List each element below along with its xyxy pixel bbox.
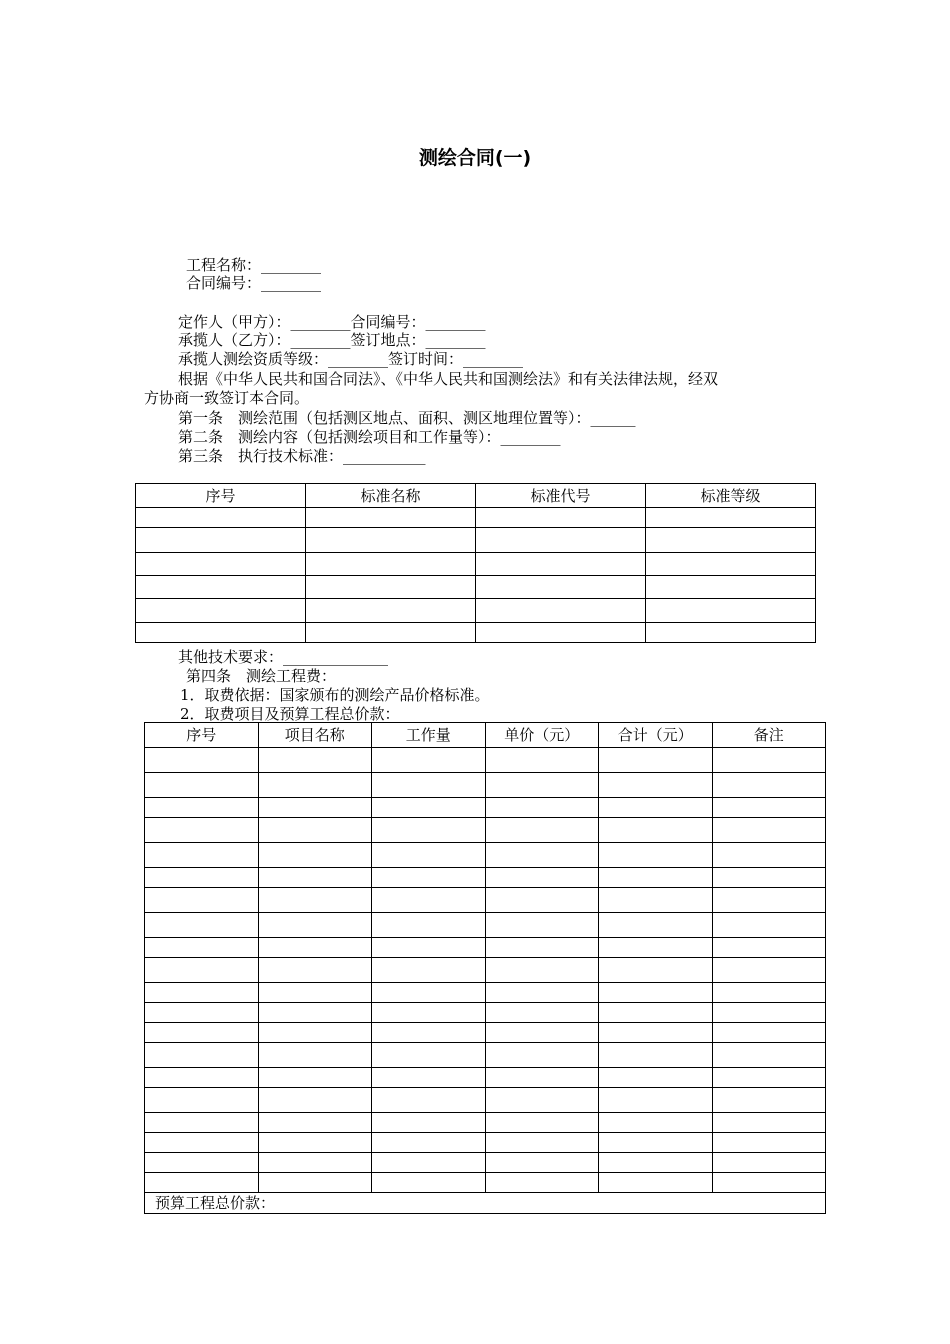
table-cell[interactable] <box>145 1133 259 1153</box>
table-row <box>145 868 826 888</box>
table-cell[interactable] <box>485 843 599 868</box>
table-cell[interactable] <box>599 1043 713 1068</box>
document-title: 测绘合同(一) <box>418 147 532 169</box>
col-header-index: 序号 <box>145 723 259 748</box>
table-cell[interactable] <box>145 1003 259 1023</box>
article-4-title: 第四条 测绘工程费： <box>186 667 337 685</box>
table-cell[interactable] <box>599 748 713 773</box>
table-cell[interactable] <box>485 868 599 888</box>
table-cell[interactable] <box>136 528 306 553</box>
table-cell[interactable] <box>712 1113 826 1133</box>
preamble-line-2: 方协商一致签订本合同。 <box>144 389 310 407</box>
table-cell[interactable] <box>372 1173 486 1193</box>
table-cell[interactable] <box>712 773 826 798</box>
table-cell[interactable] <box>712 868 826 888</box>
table-cell[interactable] <box>145 843 259 868</box>
col-header-standard-code: 标准代号 <box>476 484 646 508</box>
table-row <box>145 1043 826 1068</box>
table-row <box>136 599 816 623</box>
table-cell[interactable] <box>306 599 476 623</box>
col-header-index: 序号 <box>136 484 306 508</box>
col-header-unit-price: 单价（元） <box>485 723 599 748</box>
table-cell[interactable] <box>372 1133 486 1153</box>
table-cell[interactable] <box>599 773 713 798</box>
table-cell[interactable] <box>599 888 713 913</box>
table-cell[interactable] <box>599 1153 713 1173</box>
table-cell[interactable] <box>476 553 646 576</box>
table-cell[interactable] <box>646 553 816 576</box>
table-cell[interactable] <box>599 798 713 818</box>
table-row <box>145 1113 826 1133</box>
table-row <box>136 508 816 528</box>
table-cell[interactable] <box>485 1003 599 1023</box>
table-cell[interactable] <box>712 1088 826 1113</box>
table-row <box>136 528 816 553</box>
table-cell[interactable] <box>712 983 826 1003</box>
table-cell[interactable] <box>372 1153 486 1173</box>
table-cell[interactable] <box>485 748 599 773</box>
table-cell[interactable] <box>646 576 816 599</box>
table-cell[interactable] <box>258 1023 372 1043</box>
project-name-field: 工程名称：________ <box>186 256 322 274</box>
table-cell[interactable] <box>372 1023 486 1043</box>
table-row <box>145 958 826 983</box>
table-cell[interactable] <box>646 508 816 528</box>
table-row <box>145 913 826 938</box>
table-cell[interactable] <box>712 748 826 773</box>
table-cell[interactable] <box>136 576 306 599</box>
table-row <box>145 1153 826 1173</box>
table-cell[interactable] <box>599 1023 713 1043</box>
table-cell[interactable] <box>712 818 826 843</box>
article-1: 第一条 测绘范围（包括测区地点、面积、测区地理位置等）：______ <box>178 409 636 427</box>
table-cell[interactable] <box>372 958 486 983</box>
table-cell[interactable] <box>646 623 816 643</box>
table-row <box>136 623 816 643</box>
table-cell[interactable] <box>599 1133 713 1153</box>
table-cell[interactable] <box>712 1023 826 1043</box>
table-cell[interactable] <box>306 576 476 599</box>
table-cell[interactable] <box>712 1173 826 1193</box>
other-requirements: 其他技术要求：______________ <box>178 648 389 666</box>
table-cell[interactable] <box>485 1068 599 1088</box>
table-cell[interactable] <box>258 913 372 938</box>
table-cell[interactable] <box>599 1068 713 1088</box>
table-cell[interactable] <box>485 1023 599 1043</box>
article-3: 第三条 执行技术标准：___________ <box>178 447 426 465</box>
table-cell[interactable] <box>372 843 486 868</box>
table-cell[interactable] <box>485 1088 599 1113</box>
table-row <box>145 798 826 818</box>
table-cell[interactable] <box>372 748 486 773</box>
table-cell[interactable] <box>485 888 599 913</box>
table-cell[interactable] <box>372 868 486 888</box>
table-cell[interactable] <box>258 888 372 913</box>
table-cell[interactable] <box>258 1113 372 1133</box>
table-row <box>145 773 826 798</box>
table-cell[interactable] <box>599 1088 713 1113</box>
preamble-line-1: 根据《中华人民共和国合同法》、《中华人民共和国测绘法》和有关法律法规，经双 <box>178 370 719 388</box>
table-row <box>136 576 816 599</box>
table-cell[interactable] <box>485 1133 599 1153</box>
table-cell[interactable] <box>485 913 599 938</box>
table-row <box>145 1003 826 1023</box>
table-cell[interactable] <box>145 1113 259 1133</box>
table-cell[interactable] <box>372 1113 486 1133</box>
table-row <box>145 983 826 1003</box>
table-cell[interactable] <box>372 1088 486 1113</box>
table-cell[interactable] <box>258 818 372 843</box>
fee-header-row <box>145 723 826 748</box>
table-cell[interactable] <box>485 798 599 818</box>
party-a-line: 定作人（甲方）：________合同编号：________ <box>178 313 486 331</box>
table-cell[interactable] <box>145 913 259 938</box>
table-cell[interactable] <box>145 748 259 773</box>
table-cell[interactable] <box>599 958 713 983</box>
table-cell[interactable] <box>485 1173 599 1193</box>
table-cell[interactable] <box>258 1068 372 1088</box>
table-cell[interactable] <box>485 1153 599 1173</box>
table-row <box>145 1173 826 1193</box>
total-price-label: 预算工程总价款： <box>145 1193 826 1214</box>
table-row <box>145 1023 826 1043</box>
standards-header-row <box>136 484 816 508</box>
table-cell[interactable] <box>712 1068 826 1088</box>
table-cell[interactable] <box>372 773 486 798</box>
table-cell[interactable] <box>646 599 816 623</box>
table-cell[interactable] <box>145 818 259 843</box>
table-cell[interactable] <box>372 798 486 818</box>
fee-items-label: 2．取费项目及预算工程总价款： <box>180 705 400 723</box>
table-cell[interactable] <box>258 1133 372 1153</box>
col-header-workload: 工作量 <box>372 723 486 748</box>
table-cell[interactable] <box>372 1003 486 1023</box>
table-cell[interactable] <box>599 983 713 1003</box>
table-cell[interactable] <box>258 798 372 818</box>
table-cell[interactable] <box>258 843 372 868</box>
table-cell[interactable] <box>646 528 816 553</box>
table-cell[interactable] <box>258 958 372 983</box>
table-cell[interactable] <box>599 843 713 868</box>
table-cell[interactable] <box>258 938 372 958</box>
table-cell[interactable] <box>712 958 826 983</box>
table-cell[interactable] <box>145 938 259 958</box>
col-header-item-name: 项目名称 <box>258 723 372 748</box>
table-cell[interactable] <box>258 1088 372 1113</box>
table-cell[interactable] <box>258 1173 372 1193</box>
table-cell[interactable] <box>258 1153 372 1173</box>
table-cell[interactable] <box>485 983 599 1003</box>
table-cell[interactable] <box>145 773 259 798</box>
qualification-line: 承揽人测绘资质等级：________签订时间：________ <box>178 350 524 368</box>
table-cell[interactable] <box>145 888 259 913</box>
table-cell[interactable] <box>712 913 826 938</box>
table-cell[interactable] <box>145 1068 259 1088</box>
table-cell[interactable] <box>145 798 259 818</box>
table-cell[interactable] <box>258 868 372 888</box>
table-cell[interactable] <box>306 528 476 553</box>
table-cell[interactable] <box>712 888 826 913</box>
table-cell[interactable] <box>372 818 486 843</box>
table-cell[interactable] <box>476 576 646 599</box>
table-cell[interactable] <box>599 1003 713 1023</box>
table-cell[interactable] <box>136 623 306 643</box>
table-cell[interactable] <box>599 868 713 888</box>
table-cell[interactable] <box>485 1043 599 1068</box>
table-cell[interactable] <box>258 748 372 773</box>
table-cell[interactable] <box>599 1113 713 1133</box>
table-row <box>136 553 816 576</box>
table-cell[interactable] <box>372 913 486 938</box>
table-cell[interactable] <box>145 1088 259 1113</box>
table-row <box>145 888 826 913</box>
fee-table-body <box>145 748 826 1193</box>
table-cell[interactable] <box>258 1043 372 1068</box>
table-cell[interactable] <box>485 958 599 983</box>
table-cell[interactable] <box>485 773 599 798</box>
table-cell[interactable] <box>485 938 599 958</box>
table-cell[interactable] <box>476 599 646 623</box>
table-cell[interactable] <box>306 553 476 576</box>
table-row <box>145 843 826 868</box>
article-2: 第二条 测绘内容（包括测绘项目和工作量等）：________ <box>178 428 561 446</box>
table-cell[interactable] <box>712 1133 826 1153</box>
fee-table <box>144 722 826 1214</box>
col-header-standard-grade: 标准等级 <box>646 484 816 508</box>
table-cell[interactable] <box>306 623 476 643</box>
table-cell[interactable] <box>258 1003 372 1023</box>
contract-no-field: 合同编号：________ <box>186 274 322 292</box>
table-cell[interactable] <box>372 983 486 1003</box>
table-cell[interactable] <box>372 1068 486 1088</box>
table-cell[interactable] <box>145 868 259 888</box>
table-cell[interactable] <box>712 1153 826 1173</box>
party-b-line: 承揽人（乙方）：________签订地点：________ <box>178 331 486 349</box>
table-cell[interactable] <box>145 983 259 1003</box>
table-cell[interactable] <box>372 888 486 913</box>
table-cell[interactable] <box>372 938 486 958</box>
table-cell[interactable] <box>599 818 713 843</box>
table-cell[interactable] <box>599 938 713 958</box>
table-cell[interactable] <box>485 1113 599 1133</box>
table-cell[interactable] <box>136 599 306 623</box>
standards-table <box>135 483 816 643</box>
table-cell[interactable] <box>712 843 826 868</box>
table-cell[interactable] <box>476 508 646 528</box>
table-cell[interactable] <box>136 553 306 576</box>
table-cell[interactable] <box>485 818 599 843</box>
table-row <box>145 1068 826 1088</box>
table-cell[interactable] <box>712 1043 826 1068</box>
table-cell[interactable] <box>476 528 646 553</box>
table-cell[interactable] <box>145 1023 259 1043</box>
table-cell[interactable] <box>476 623 646 643</box>
table-cell[interactable] <box>136 508 306 528</box>
table-row <box>145 1088 826 1113</box>
table-row <box>145 818 826 843</box>
table-row <box>145 938 826 958</box>
table-cell[interactable] <box>599 913 713 938</box>
table-row <box>145 1133 826 1153</box>
table-cell[interactable] <box>258 983 372 1003</box>
fee-basis: 1．取费依据：国家颁布的测绘产品价格标准。 <box>180 686 490 704</box>
table-cell[interactable] <box>372 1043 486 1068</box>
table-cell[interactable] <box>712 798 826 818</box>
table-cell[interactable] <box>712 1003 826 1023</box>
col-header-standard-name: 标准名称 <box>306 484 476 508</box>
total-row <box>145 1193 826 1214</box>
col-header-remarks: 备注 <box>712 723 826 748</box>
table-cell[interactable] <box>145 1173 259 1193</box>
table-cell[interactable] <box>712 938 826 958</box>
table-cell[interactable] <box>145 1153 259 1173</box>
table-cell[interactable] <box>145 1043 259 1068</box>
col-header-subtotal: 合计（元） <box>599 723 713 748</box>
table-cell[interactable] <box>599 1173 713 1193</box>
table-cell[interactable] <box>306 508 476 528</box>
table-cell[interactable] <box>258 773 372 798</box>
table-row <box>145 748 826 773</box>
table-cell[interactable] <box>145 958 259 983</box>
